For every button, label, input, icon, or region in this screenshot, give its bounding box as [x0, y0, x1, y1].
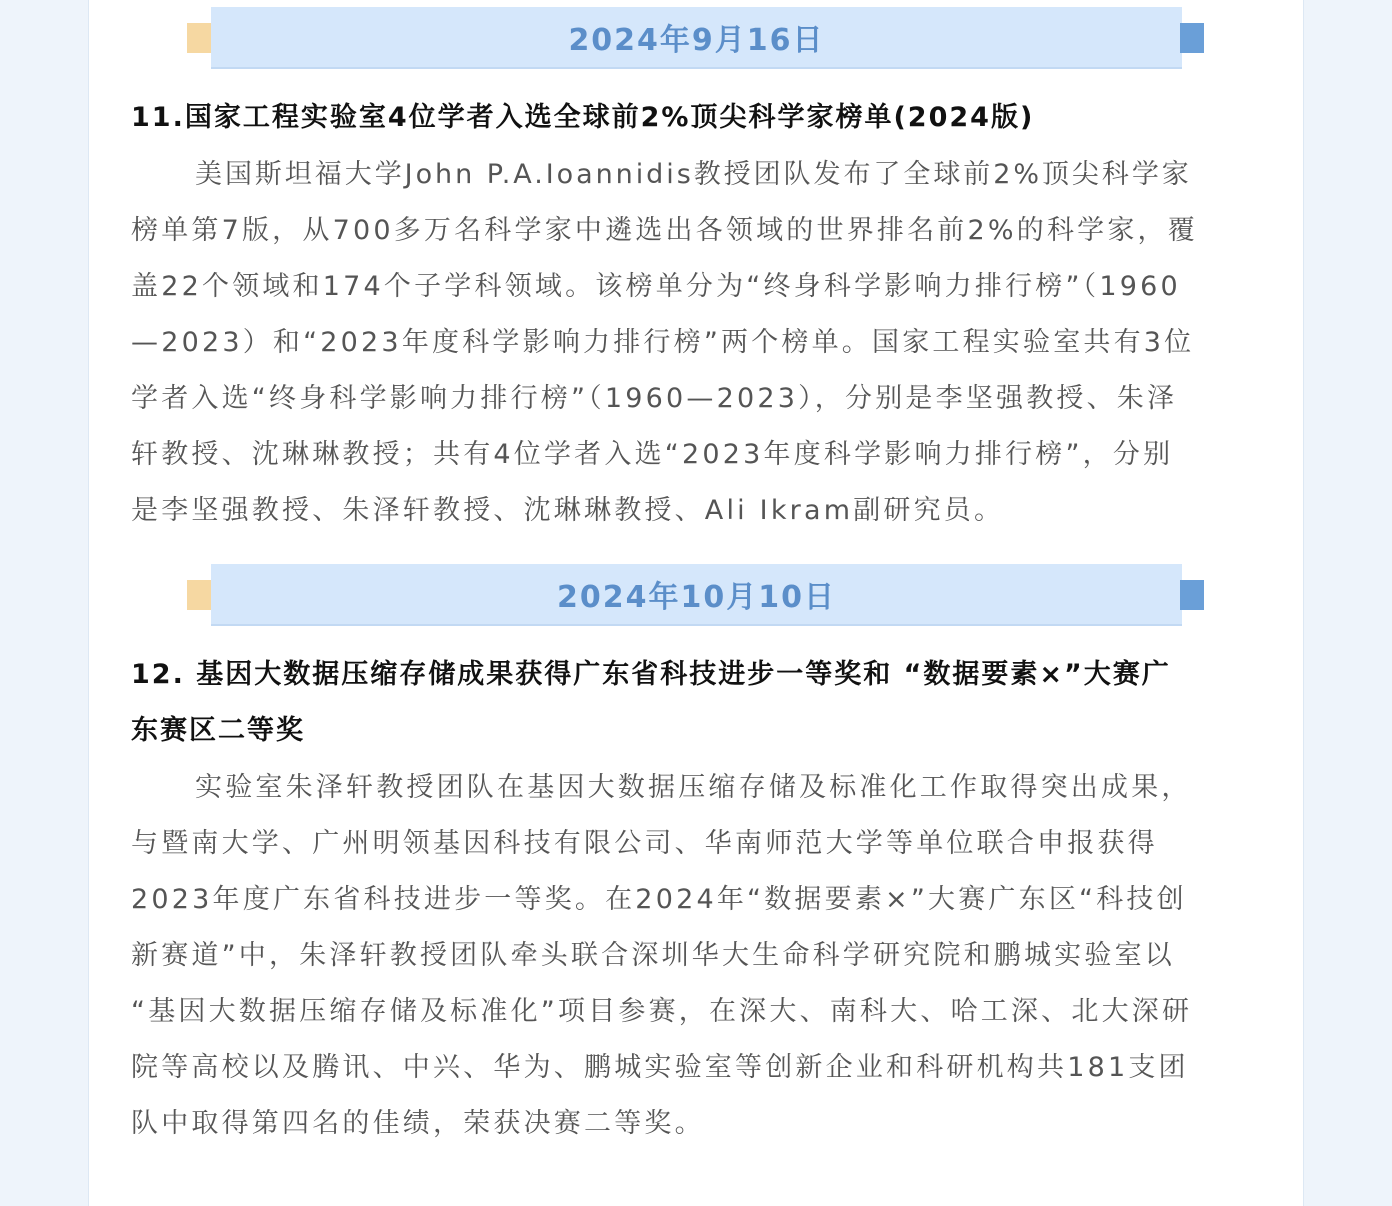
news-body	[131, 147, 1258, 539]
body-line: 队中取得第四名的佳绩，荣获决赛二等奖。	[131, 1108, 705, 1139]
body-line: 盖22个领域和174个子学科领域。该榜单分为“终身科学影响力排行榜”（1960	[131, 271, 1181, 302]
body-line: 学者入选“终身科学影响力排行榜”（1960—2023），分别是李坚强教授、朱泽	[131, 383, 1178, 414]
date-bar	[211, 7, 1182, 69]
banner-right-accent	[1180, 23, 1204, 53]
title-line: 东赛区二等奖	[131, 715, 305, 746]
body-line: 新赛道”中，朱泽轩教授团队牵头联合深圳华大生命科学研究院和鹏城实验室以	[131, 940, 1175, 971]
date-label: 2024年10月10日	[557, 580, 836, 615]
body-line: 实验室朱泽轩教授团队在基因大数据压缩存储及标准化工作取得突出成果，	[195, 772, 1192, 803]
body-line: 美国斯坦福大学John P.A.Ioannidis教授团队发布了全球前2%顶尖科学家	[195, 159, 1192, 190]
body-line: —2023）和“2023年度科学影响力排行榜”两个榜单。国家工程实验室共有3位	[131, 327, 1195, 358]
body-line: 轩教授、沈琳琳教授；共有4位学者入选“2023年度科学影响力排行榜”，分别	[131, 439, 1174, 470]
banner-right-accent	[1180, 580, 1204, 610]
news-title	[131, 90, 1258, 146]
banner-left-accent	[187, 23, 213, 53]
news-body	[131, 760, 1258, 1152]
body-line: 院等高校以及腾讯、中兴、华为、鹏城实验室等创新企业和科研机构共181支团	[131, 1052, 1189, 1083]
body-line: 2023年度广东省科技进步一等奖。在2024年“数据要素×”大赛广东区“科技创	[131, 884, 1187, 915]
body-line: “基因大数据压缩存储及标准化”项目参赛，在深大、南科大、哈工深、北大深研	[131, 996, 1193, 1027]
date-bar	[211, 564, 1182, 626]
banner-left-accent	[187, 580, 213, 610]
title-line: 12. 基因大数据压缩存储成果获得广东省科技进步一等奖和 “数据要素×”大赛广	[131, 659, 1171, 690]
body-line: 是李坚强教授、朱泽轩教授、沈琳琳教授、Ali Ikram副研究员。	[131, 495, 1005, 526]
news-title	[131, 647, 1258, 759]
date-label: 2024年9月16日	[568, 23, 825, 58]
body-line: 与暨南大学、广州明领基因科技有限公司、华南师范大学等单位联合申报获得	[131, 828, 1158, 859]
date-banner	[187, 7, 1204, 69]
title-line: 11.国家工程实验室4位学者入选全球前2%顶尖科学家榜单(2024版)	[131, 102, 1035, 133]
date-banner	[187, 564, 1204, 626]
body-line: 榜单第7版，从700多万名科学家中遴选出各领域的世界排名前2%的科学家，覆	[131, 215, 1198, 246]
